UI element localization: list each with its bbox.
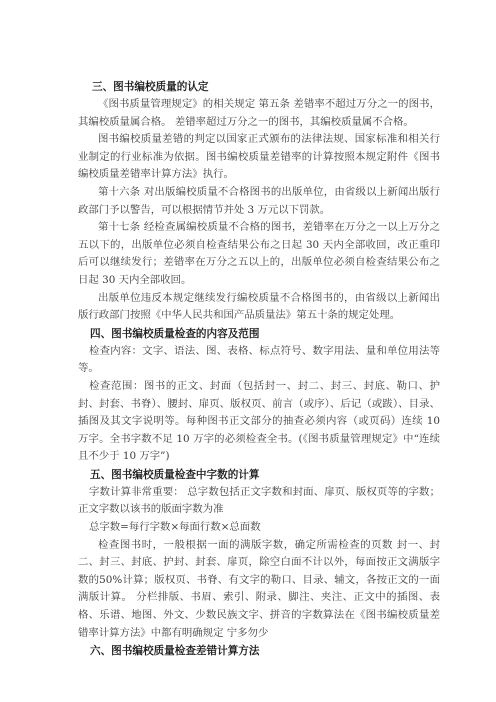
section-heading-3: 三、图书编校质量的认定 (92, 81, 209, 93)
paragraph: 《图书质量管理规定》的相关规定 第五条 差错率不超过万分之一的图书，其编校质量属合格。 差错率超过万分之一的图书，其编校质量属不合格。 (78, 98, 440, 128)
paragraph: 第十六条 对出版编校质量不合格图书的出版单位，由省级以上新闻出版行政部门予以警告，可以根据情节并处 3 万元以下罚款。 (78, 185, 440, 216)
paragraph: 检查图书时，一般根据一面的满版字数，确定所需检查的页数 封一、封二、封三、封底、护封、封套、扉页，除空白面不计以外，每面按正文满版字数的50%计算；版权页、书脊、有文字的勒口、目录、辅文，各按正文的一面满版计算。 分栏排版、书眉、索引、附录、脚注、夹注、正文中的插图、表格、乐谱、地图、外文、少数民族文字、拼音的字数算法在《图书编校质量差错率计算方法》中都有明确规定 宁多勿少 (78, 538, 440, 639)
section-heading-5: 五、图书编校质量检查中字数的计算 (90, 468, 260, 481)
section-heading-6: 六、图书编校质量检查差错计算方法 (90, 645, 260, 658)
paragraph: 检查范围：图书的正文、封面（包括封一、封二、封三、封底、勒口、护封、封套、书脊）、腰封、扉页、版权页、前言（或序）、后记（或跋）、目录、插图及其文字说明等。每种图书正文部分的抽查必须内容（或页码）连续 10 万字。全书字数不足 10 万字的必须检查全书。(《图书质量管理规定》中“连续且不少于 10 万字”) (78, 379, 440, 463)
paragraph: 检查内容：文字、语法、图、表格、标点符号、数字用法、量和单位用法等等。 (78, 344, 440, 375)
formula-line: 总字数=每行字数×每面行数×总面数 (89, 521, 261, 534)
paragraph: 出版单位违反本规定继续发行编校质量不合格图书的，由省级以上新闻出版行政部门按照《中华人民共和国产品质量法》第五十条的规定处理。 (78, 291, 440, 322)
paragraph: 字数计算非常重要： 总字数包括正文字数和封面、扉页、版权页等的字数；正文字数以该书的版面字数为准 (78, 485, 440, 516)
paragraph: 图书编校质量差错的判定以国家正式颁布的法律法规、国家标准和相关行业制定的行业标准为依据。图书编校质量差错率的计算按照本规定附件《图书编校质量差错率计算方法》执行。 (78, 133, 440, 181)
paragraph: 第十七条 经检查属编校质量不合格的图书，差错率在万分之一以上万分之五以下的，出版单位必须自检查结果公布之日起 30 天内全部收回，改正重印后可以继续发行；差错率在万分之五以上的，出版单位必须自检查结果公布之日起 30 天内全部收回。 (78, 221, 440, 286)
section-heading-4: 四、图书编校质量检查的内容及范围 (90, 327, 260, 340)
